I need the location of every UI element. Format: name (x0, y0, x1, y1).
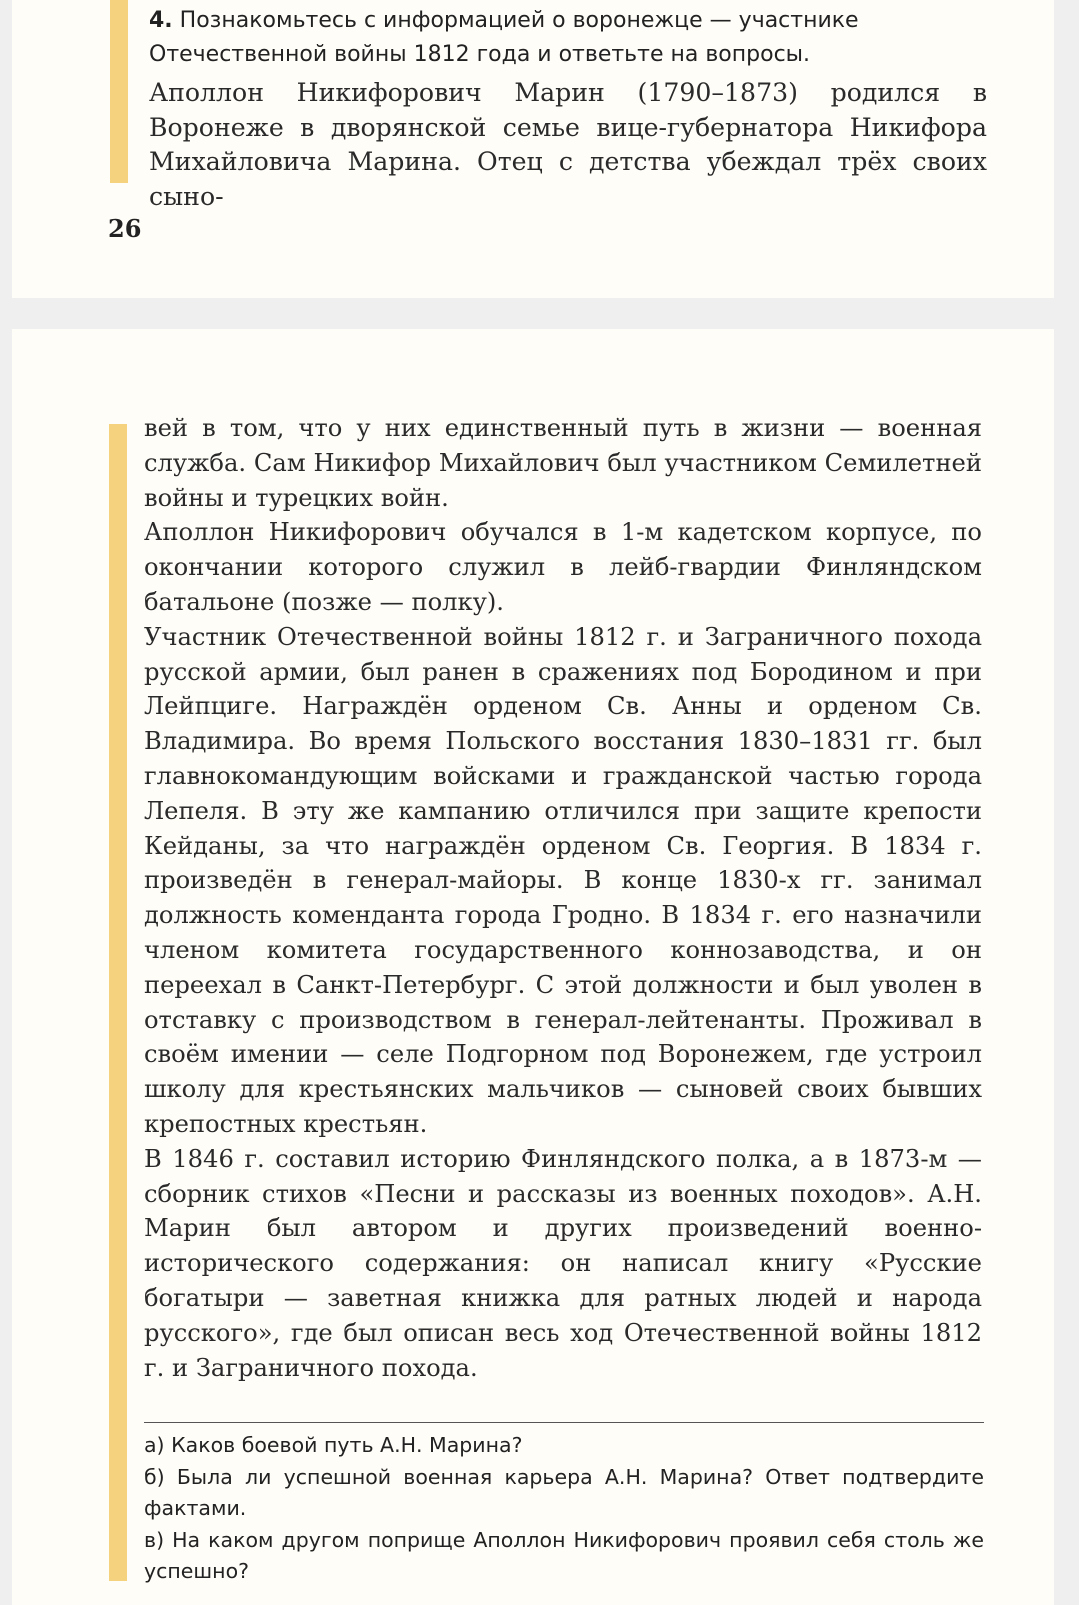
intro-paragraph: Аполлон Никифорович Марин (1790–1873) родился в Воронеже в дворянской семье вице-губернатора Никифора Михайловича Марина. Отец с детства убеждал трёх своих сыно- (149, 78, 987, 211)
accent-bar (109, 424, 127, 1581)
paragraph: Участник Отечественной войны 1812 г. и Заграничного похода русской армии, был ранен в сражениях под Бородином и при Лейпциге. Награждён орденом Св. Анны и орденом Св. Владимира. Во время Польского восстания 1830–1831 гг. был главнокомандующим войсками и гражданской частью города Лепеля. В эту же кампанию отличился при защите крепости Кейданы, за что награждён орденом Св. Георгия. В 1834 г. произведён в генерал-майоры. В конце 1830-х гг. занимал должность коменданта города Гродно. В 1834 г. его назначили членом комитета государственного коннозаводства, и он переехал в Санкт-Петербург. С этой должности и был уволен в отставку с производством в генерал-лейтенанты. Проживал в своём имении — селе Подгорном под Воронежем, где устроил школу для крестьянских мальчиков — сыновей своих бывших крепостных крестьян. (144, 622, 982, 1138)
task-heading-text: Познакомьтесь с информацией о воронежце — участнике Отечественной войны 1812 года и ответьте на вопросы. (149, 8, 859, 67)
bottom-page (12, 329, 1054, 1605)
top-page (12, 0, 1054, 298)
question-item: б) Была ли успешной военная карьера А.Н. Марина? Ответ подтвердите фактами. (144, 1464, 984, 1520)
paragraph: Аполлон Никифорович обучался в 1-м кадетском корпусе, по окончании которого служил в лейб-гвардии Финляндском батальоне (позже — полку). (144, 518, 982, 616)
questions-list (144, 1430, 984, 1588)
divider (144, 1422, 984, 1423)
page-number: 26 (108, 214, 142, 243)
accent-bar (110, 0, 128, 183)
task-number: 4. (149, 8, 173, 33)
question-item: в) На каком другом поприще Аполлон Никифорович проявил себя столь же успешно? (144, 1527, 984, 1583)
question-item: а) Каков боевой путь А.Н. Марина? (144, 1433, 523, 1457)
task-heading (149, 4, 987, 72)
biography-text (144, 411, 982, 1385)
paragraph: вей в том, что у них единственный путь в жизни — военная служба. Сам Никифор Михайлович был участником Семилетней войны и турецких войн. (144, 414, 982, 512)
paragraph: В 1846 г. составил историю Финляндского полка, а в 1873-м — сборник стихов «Песни и рассказы из военных походов». А.Н. Марин был автором и других произведений военно-исторического содержания: он написал книгу «Русские богатыри — заветная книжка для ратных людей и народа русского», где был описан весь ход Отечественной войны 1812 г. и Заграничного похода. (144, 1144, 982, 1382)
